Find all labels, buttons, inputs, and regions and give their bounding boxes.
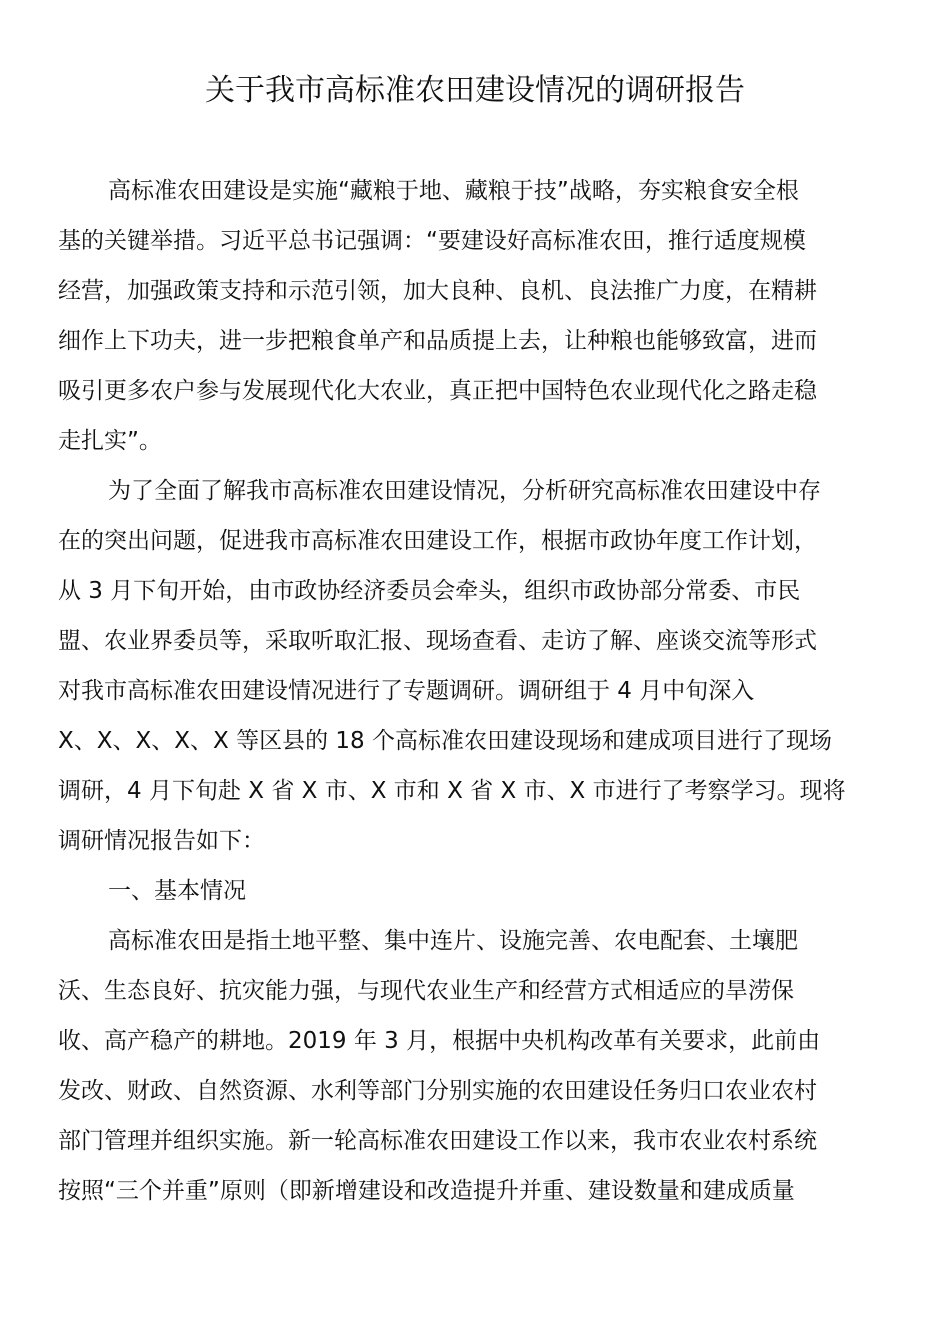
paragraph-3-line-5: 部门管理并组织实施。新一轮高标准农田建设工作以来，我市农业农村系统 bbox=[58, 1128, 817, 1154]
document-title: 关于我市高标准农田建设情况的调研报告 bbox=[205, 73, 745, 108]
paragraph-2-line-8: 调研情况报告如下： bbox=[58, 828, 265, 854]
section-heading-basic-situation: 一、基本情况 bbox=[108, 878, 246, 904]
paragraph-3-line-3: 收、高产稳产的耕地。2019 年 3 月，根据中央机构改革有关要求，此前由 bbox=[58, 1028, 821, 1054]
paragraph-1-line-6: 走扎实”。 bbox=[58, 428, 162, 454]
paragraph-3-line-1: 高标准农田是指土地平整、集中连片、设施完善、农电配套、土壤肥 bbox=[108, 928, 798, 954]
paragraph-1-line-3: 经营，加强政策支持和示范引领，加大良种、良机、良法推广力度，在精耕 bbox=[58, 278, 817, 304]
paragraph-2-line-5: 对我市高标准农田建设情况进行了专题调研。调研组于 4 月中旬深入 bbox=[58, 678, 755, 704]
paragraph-2-line-3: 从 3 月下旬开始，由市政协经济委员会牵头，组织市政协部分常委、市民 bbox=[58, 578, 801, 604]
paragraph-2-line-2: 在的突出问题，促进我市高标准农田建设工作，根据市政协年度工作计划， bbox=[58, 528, 817, 554]
paragraph-1-line-1: 高标准农田建设是实施“藏粮于地、藏粮于技”战略，夯实粮食安全根 bbox=[108, 178, 799, 204]
paragraph-3-line-6: 按照“三个并重”原则（即新增建设和改造提升并重、建设数量和建成质量 bbox=[58, 1178, 795, 1204]
paragraph-1-line-5: 吸引更多农户参与发展现代化大农业，真正把中国特色农业现代化之路走稳 bbox=[58, 378, 817, 404]
paragraph-3-line-4: 发改、财政、自然资源、水利等部门分别实施的农田建设任务归口农业农村 bbox=[58, 1078, 817, 1104]
paragraph-2-line-4: 盟、农业界委员等，采取听取汇报、现场查看、走访了解、座谈交流等形式 bbox=[58, 628, 817, 654]
document-body bbox=[58, 166, 888, 1216]
paragraph-3-line-2: 沃、生态良好、抗灾能力强，与现代农业生产和经营方式相适应的旱涝保 bbox=[58, 978, 794, 1004]
paragraph-2-line-7: 调研，4 月下旬赴 X 省 X 市、X 市和 X 省 X 市、X 市进行了考察学习。现将 bbox=[58, 778, 846, 804]
paragraph-2-line-6: X、X、X、X、X 等区县的 18 个高标准农田建设现场和建成项目进行了现场 bbox=[58, 728, 832, 754]
paragraph-1-line-4: 细作上下功夫，进一步把粮食单产和品质提上去，让种粮也能够致富，进而 bbox=[58, 328, 817, 354]
paragraph-1-line-2: 基的关键举措。习近平总书记强调：“要建设好高标准农田，推行适度规模 bbox=[58, 228, 806, 254]
paragraph-2-line-1: 为了全面了解我市高标准农田建设情况，分析研究高标准农田建设中存 bbox=[108, 478, 821, 504]
